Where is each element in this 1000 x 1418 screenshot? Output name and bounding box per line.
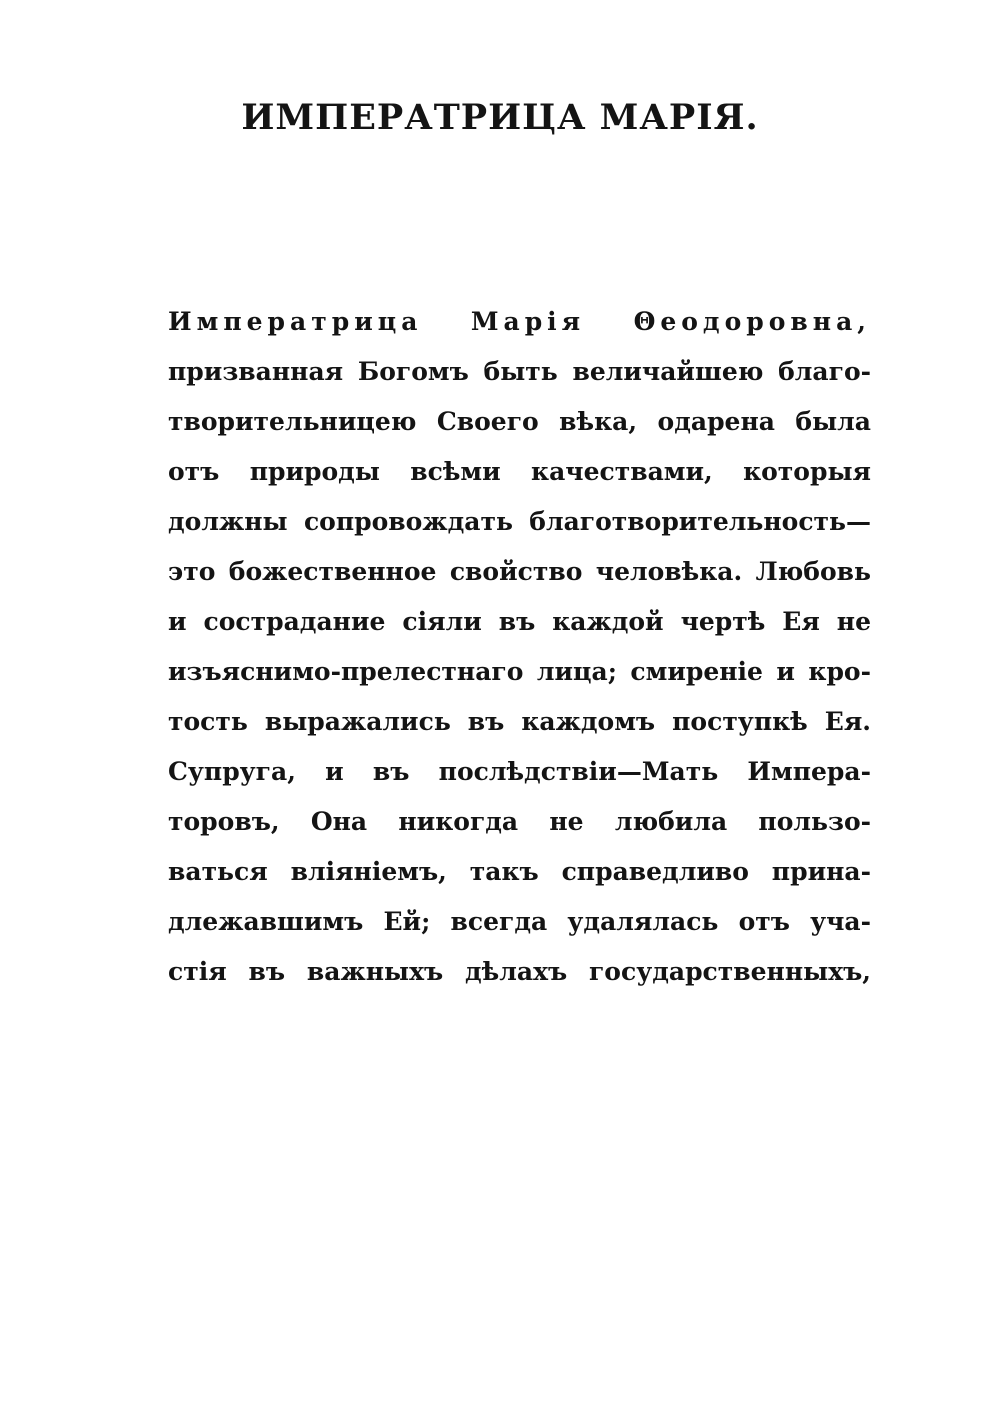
text-line-2: призванная Богомъ быть величайшею благо- xyxy=(168,357,871,386)
text-line-14: стія въ важныхъ дѣлахъ государственныхъ, xyxy=(168,957,871,986)
body-text xyxy=(168,297,871,997)
text-line-1: Императрица Марія Θеодоровна, xyxy=(168,307,871,336)
text-line-3: творительницею Своего вѣка, одарена была xyxy=(168,407,871,436)
page-title: ИМПЕРАТРИЦА МАРІЯ. xyxy=(241,97,759,138)
text-line-7: и сострадание сіяли въ каждой чертѣ Ея не xyxy=(168,607,871,636)
text-line-12: ваться вліяніемъ, такъ справедливо прина- xyxy=(168,857,871,886)
text-line-6: это божественное свойство человѣка. Любовь xyxy=(168,557,871,586)
text-line-10: Супруга, и въ послѣдствіи—Мать Импера- xyxy=(168,757,871,786)
text-line-4: отъ природы всѣми качествами, которыя xyxy=(168,457,871,486)
text-line-9: тость выражались въ каждомъ поступкѣ Ея. xyxy=(168,707,871,736)
text-line-11: торовъ, Она никогда не любила пользо- xyxy=(168,807,871,836)
text-line-8: изъяснимо-прелестнаго лица; смиреніе и кро- xyxy=(168,657,871,686)
text-line-5: должны сопровождать благотворительность— xyxy=(168,507,871,536)
text-line-13: длежавшимъ Ей; всегда удалялась отъ уча- xyxy=(168,907,871,936)
